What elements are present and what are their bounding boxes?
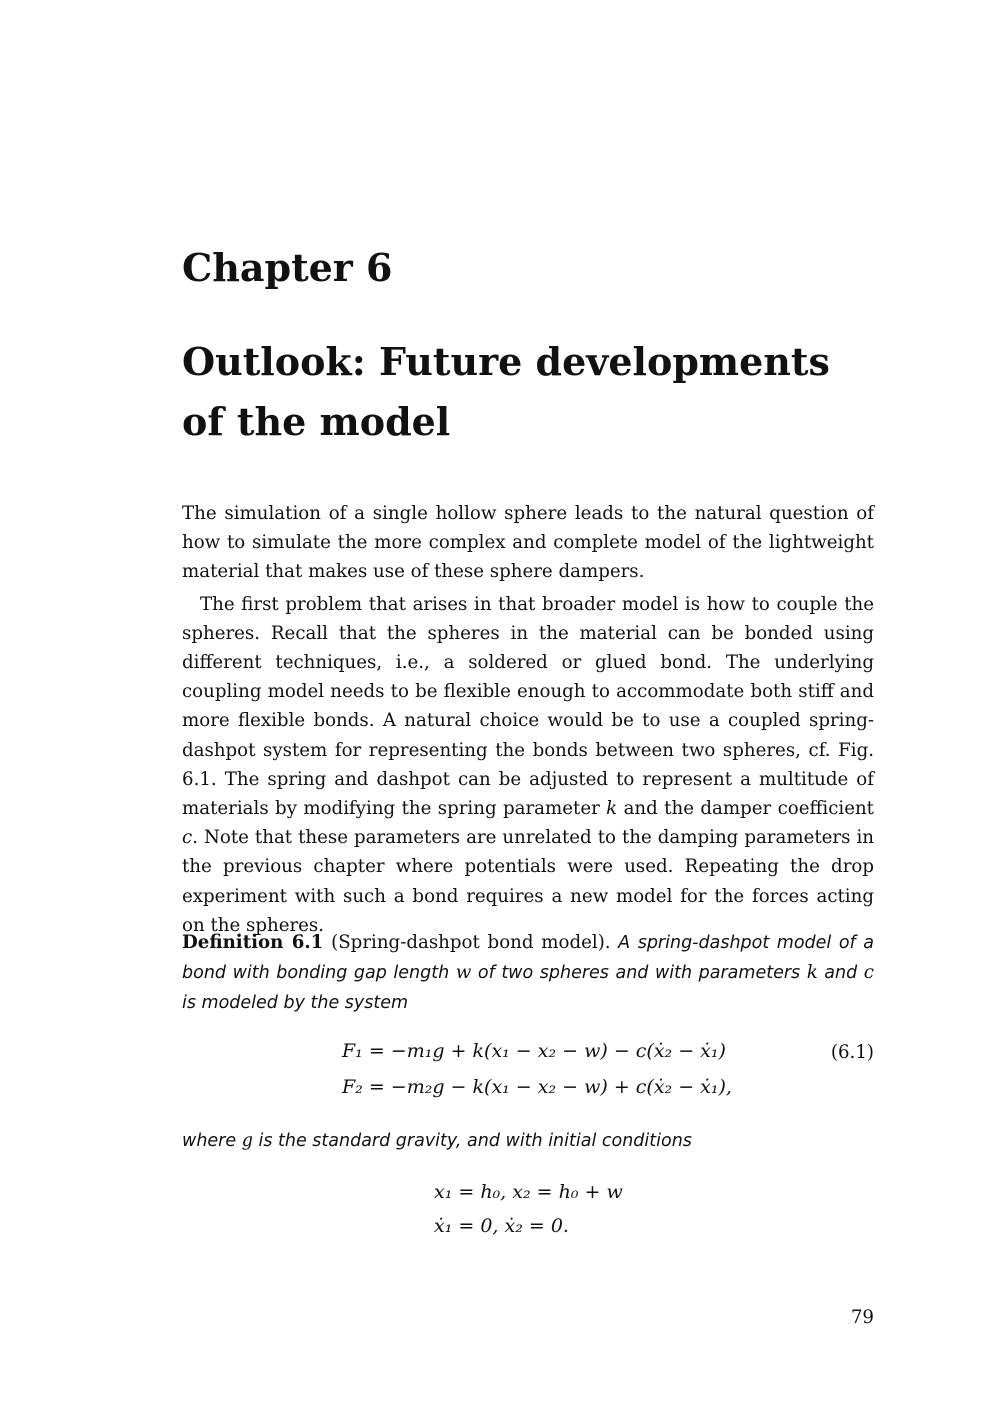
definition-6-1 [182, 928, 874, 1019]
chapter-title-line-2: of the model [182, 399, 451, 444]
equation-number: (6.1) [830, 1042, 874, 1063]
definition-body-part3: and [817, 963, 864, 984]
where-text-part1: where [182, 1131, 242, 1151]
definition-subtitle: (Spring-dashpot bond model). [323, 932, 611, 953]
definition-body-part4: is modeled by the system [182, 993, 409, 1014]
definition-body-part2: of two spheres and with parameters [471, 963, 807, 984]
variable-c: c [863, 962, 874, 984]
paragraph-coupling-part2: and the damper coefficient [617, 798, 874, 820]
variable-c: c [182, 827, 193, 849]
definition-head: Definition 6.1 [182, 932, 324, 953]
paragraph-coupling-part3: . Note that these parameters are unrelated to the damping parameters in the previous chapter where potentials were used. Repeating the drop experiment with such a bond requires a new model for the forces acting on the spheres. [182, 827, 874, 936]
body-text [182, 499, 874, 940]
equation-line-2: F₂ = −m₂g − k(x₁ − x₂ − w) + c(ẋ₂ − ẋ₁), [342, 1076, 732, 1098]
chapter-title [182, 332, 874, 452]
paragraph-coupling [182, 590, 874, 940]
paragraph-coupling-part1: The first problem that arises in that broader model is how to couple the spheres. Recall that the spheres in the material can be bonded using different techniques, i.e., a soldered or glued bond. The underlying coupling model needs to be flexible enough to accommodate both stiff and more flexible bonds. A natural choice would be to use a coupled spring-dashpot system for representing the bonds between two spheres, cf. Fig. 6.1. The spring and dashpot can be adjusted to represent a multitude of materials by modifying the spring parameter [182, 593, 874, 820]
page-number: 79 [850, 1307, 874, 1328]
where-text [182, 1127, 874, 1156]
initial-condition-line-1: x₁ = h₀, x₂ = h₀ + w [434, 1181, 623, 1203]
initial-condition-line-2: ẋ₁ = 0, ẋ₂ = 0. [434, 1215, 569, 1237]
equation-line-1: F₁ = −m₁g + k(x₁ − x₂ − w) − c(ẋ₂ − ẋ₁) [342, 1040, 726, 1062]
variable-k: k [806, 962, 818, 984]
variable-w: w [455, 962, 472, 984]
document-page [182, 0, 874, 1414]
equation-system [182, 1040, 874, 1110]
where-text-part2: is the standard gravity, and with initial conditions [252, 1131, 692, 1151]
chapter-title-line-1: Outlook: Future developments [182, 339, 830, 384]
initial-conditions [182, 1181, 874, 1251]
chapter-label: Chapter 6 [182, 245, 393, 290]
variable-k: k [606, 798, 618, 820]
paragraph-intro: The simulation of a single hollow sphere leads to the natural question of how to simulate the more complex and complete model of the lightweight material that makes use of these sphere dampers. [182, 503, 874, 583]
definition-body-part1: A spring-dashpot model of a bond with bonding gap length [182, 933, 874, 984]
variable-g: g [241, 1131, 253, 1151]
